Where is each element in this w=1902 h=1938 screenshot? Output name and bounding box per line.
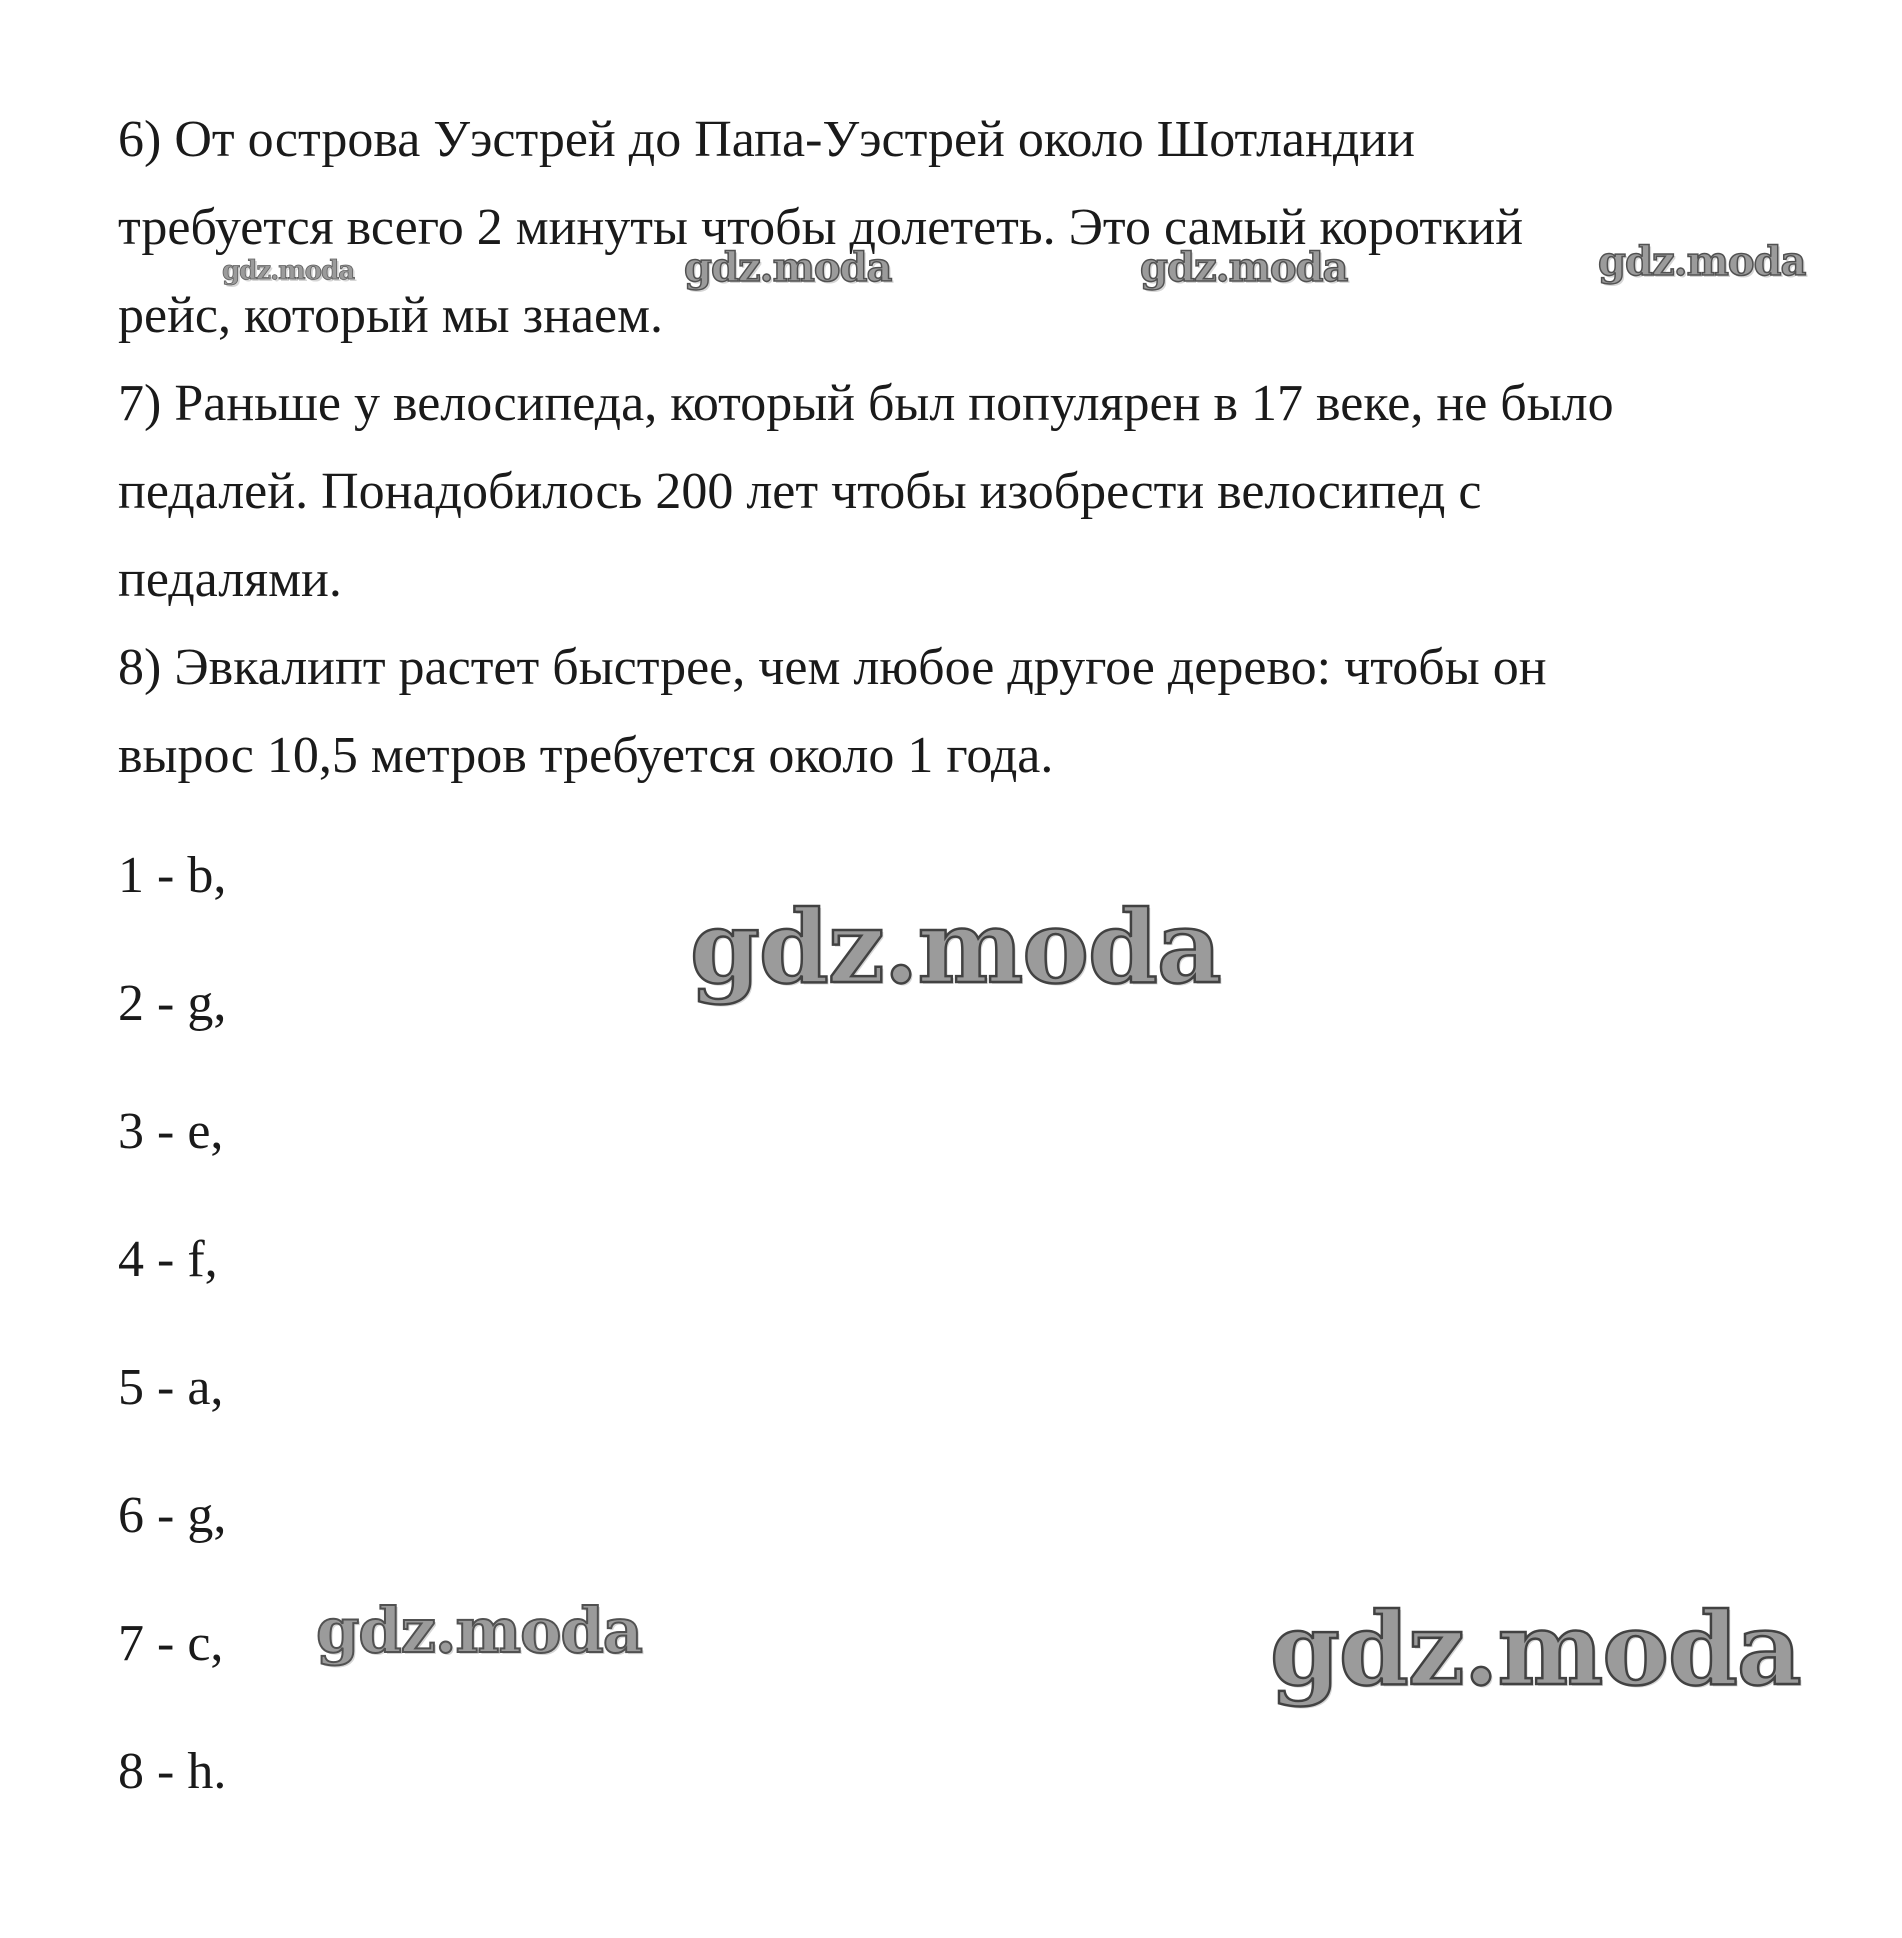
paragraph-line: 7) Раньше у велосипеда, который был популярен в 17 веке, не было — [118, 375, 1614, 432]
watermark: gdz.moda — [222, 256, 355, 286]
answer-item: 3 - e, — [118, 1103, 224, 1160]
document-body — [118, 96, 1818, 800]
answer-item: 8 - h. — [118, 1743, 227, 1800]
answer-item: 1 - b, — [118, 847, 227, 904]
paragraph-line: рейс, который мы знаем. — [118, 287, 664, 344]
paragraph-8 — [118, 624, 1818, 800]
watermark: gdz.moda — [684, 244, 892, 291]
answer-list — [118, 840, 226, 1864]
paragraph-line: требуется всего 2 минуты чтобы долететь. Это самый короткий — [118, 199, 1524, 256]
watermark: gdz.moda — [1270, 1590, 1801, 1708]
paragraph-line: 8) Эвкалипт растет быстрее, чем любое другое дерево: чтобы он — [118, 639, 1547, 696]
paragraph-6 — [118, 96, 1818, 360]
paragraph-line: вырос 10,5 метров требуется около 1 года. — [118, 727, 1054, 784]
answer-item: 7 - c, — [118, 1615, 224, 1672]
answer-item: 2 - g, — [118, 975, 227, 1032]
watermark: gdz.moda — [690, 888, 1221, 1006]
answer-item: 4 - f, — [118, 1231, 218, 1288]
paragraph-7 — [118, 360, 1818, 624]
watermark: gdz.moda — [1140, 244, 1348, 291]
paragraph-line: педалей. Понадобилось 200 лет чтобы изобрести велосипед с — [118, 463, 1482, 520]
answer-item: 5 - a, — [118, 1359, 224, 1416]
paragraph-line: педалями. — [118, 551, 342, 608]
paragraph-line: 6) От острова Уэстрей до Папа-Уэстрей около Шотландии — [118, 111, 1415, 168]
answer-item: 6 - g, — [118, 1487, 227, 1544]
watermark: gdz.moda — [1598, 238, 1806, 285]
watermark: gdz.moda — [316, 1594, 642, 1667]
